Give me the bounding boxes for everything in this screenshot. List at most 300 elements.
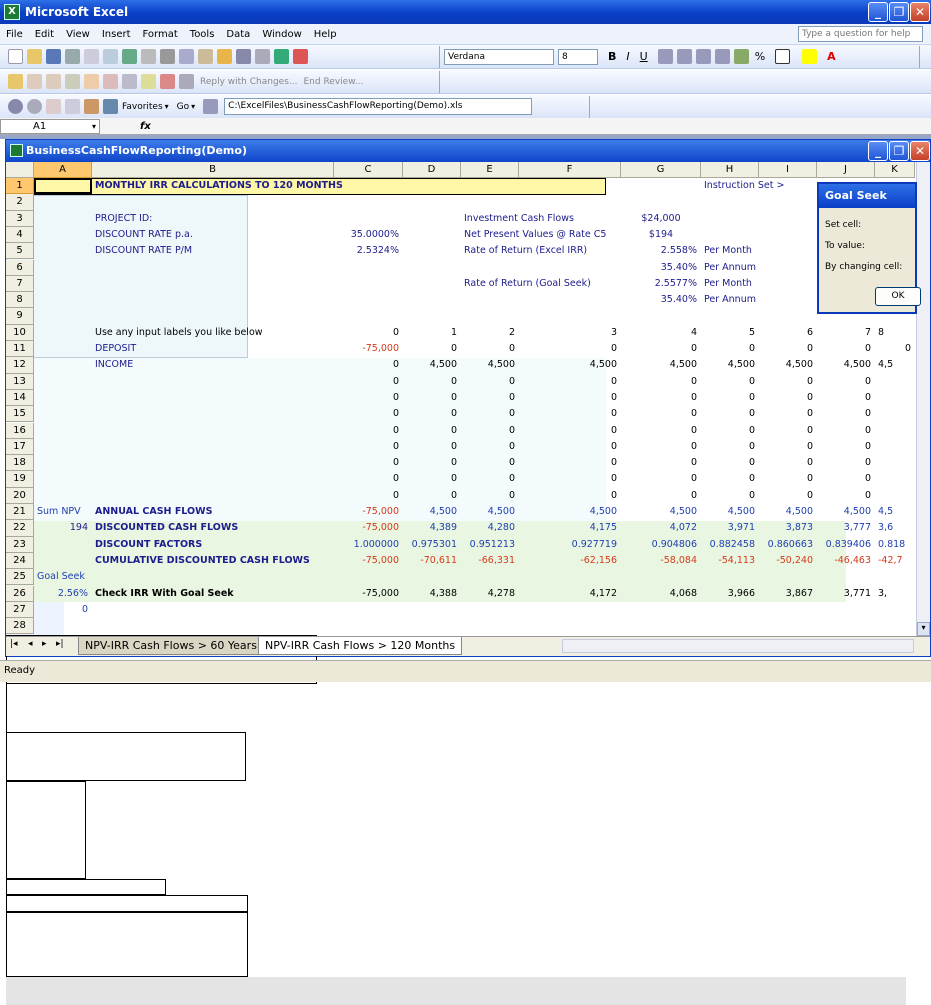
input-zero-value: 0 xyxy=(392,375,399,387)
workbook-icon xyxy=(10,144,23,157)
input-zero-value: 0 xyxy=(690,440,697,452)
print-preview-icon[interactable] xyxy=(103,49,118,64)
row-header-5[interactable]: 5 xyxy=(6,243,34,259)
cut-icon[interactable] xyxy=(160,49,175,64)
input-zero-value: 0 xyxy=(508,489,515,501)
tab-next-icon[interactable]: ▸ xyxy=(42,639,47,649)
delete-comment-icon[interactable] xyxy=(103,74,118,89)
disc-value: 3,873 xyxy=(785,522,813,534)
per-month-label-2: Per Month xyxy=(704,277,752,289)
check-value: 4,278 xyxy=(487,587,515,599)
permission-icon[interactable] xyxy=(65,49,80,64)
align-center-icon[interactable] xyxy=(677,49,692,64)
name-box-dropdown-icon[interactable]: ▾ xyxy=(91,121,96,131)
merge-center-icon[interactable] xyxy=(715,49,730,64)
chart-wizard-icon[interactable] xyxy=(293,49,308,64)
align-right-icon[interactable] xyxy=(696,49,711,64)
input-zero-value: 0 xyxy=(508,424,515,436)
annual-value: 4,500 xyxy=(589,506,617,517)
investment-label: Investment Cash Flows xyxy=(464,212,574,224)
tab-prev-icon[interactable]: ◂ xyxy=(28,639,33,649)
input-zero-value: 0 xyxy=(864,473,871,485)
row-header-22[interactable]: 22 xyxy=(6,520,34,536)
annual-value: 4,500 xyxy=(429,506,457,517)
investment-value: $24,000 xyxy=(641,212,681,224)
input-zero-value: 0 xyxy=(864,408,871,420)
reply-with-changes-button[interactable]: Reply with Changes... xyxy=(200,76,298,87)
input-zero-value: 0 xyxy=(690,424,697,436)
select-all-corner[interactable] xyxy=(6,162,34,178)
input-zero-value: 0 xyxy=(392,391,399,403)
print-icon[interactable] xyxy=(84,49,99,64)
mail-recipient-icon[interactable] xyxy=(179,74,194,89)
refresh-icon[interactable] xyxy=(65,99,80,114)
row-header-23[interactable]: 23 xyxy=(6,537,34,553)
menu-window[interactable]: Window xyxy=(262,28,302,40)
home-icon[interactable] xyxy=(84,99,99,114)
input-zero-value: 0 xyxy=(450,489,457,501)
app-title: Microsoft Excel xyxy=(25,5,129,19)
font-color-icon[interactable]: A xyxy=(827,50,836,63)
investment-box xyxy=(6,732,246,781)
track-changes-icon[interactable] xyxy=(122,74,137,89)
row-header-8[interactable]: 8 xyxy=(6,292,34,308)
period-header: 6 xyxy=(806,326,813,338)
font-size-select[interactable]: 8 xyxy=(558,49,598,65)
row-header-2[interactable]: 2 xyxy=(6,194,34,210)
period-header: 4 xyxy=(690,326,697,338)
income-label: INCOME xyxy=(95,359,134,371)
discount-rate-pa-value: 35.0000% xyxy=(350,228,399,240)
period-header: 7 xyxy=(864,326,871,338)
row-header-16[interactable]: 16 xyxy=(6,423,34,439)
annual-value: 4,5 xyxy=(878,506,894,517)
disc-value: 4,072 xyxy=(669,522,697,534)
bold-icon[interactable]: B xyxy=(608,50,617,63)
tab-120-months[interactable]: NPV-IRR Cash Flows > 120 Months xyxy=(258,637,462,655)
row-header-6[interactable]: 6 xyxy=(6,260,34,276)
input-zero-value: 0 xyxy=(610,424,617,436)
row-header-28[interactable]: 28 xyxy=(6,618,34,634)
italic-icon[interactable]: I xyxy=(626,50,630,63)
disc-label: DISCOUNTED CASH FLOWS xyxy=(95,522,239,534)
goal-seek-dialog xyxy=(817,182,917,314)
spreadsheet-grid[interactable] xyxy=(6,162,911,1005)
annual-value: -75,000 xyxy=(362,506,399,517)
income-value: 4,500 xyxy=(589,359,617,371)
disc-value: 3,6 xyxy=(878,522,894,534)
input-zero-value: 0 xyxy=(690,473,697,485)
disc-value: 4,389 xyxy=(429,522,457,534)
annual-value: 4,500 xyxy=(669,506,697,517)
column-header-e[interactable]: E xyxy=(461,162,519,178)
save-icon[interactable] xyxy=(46,49,61,64)
menu-edit[interactable]: Edit xyxy=(34,28,55,40)
row-header-18[interactable]: 18 xyxy=(6,455,34,471)
input-zero-value: 0 xyxy=(806,440,813,452)
menu-data[interactable]: Data xyxy=(226,28,251,40)
input-zero-value: 0 xyxy=(748,375,755,387)
deposit-value: 0 xyxy=(864,343,871,354)
fill-color-icon[interactable] xyxy=(802,49,817,64)
workbook-restore-button[interactable]: ❐ xyxy=(889,141,909,161)
npv-value: $194 xyxy=(648,228,674,240)
annual-value: 4,500 xyxy=(727,506,755,517)
show-only-web-toolbar-icon[interactable] xyxy=(203,99,218,114)
input-zero-value: 0 xyxy=(508,408,515,420)
row-header-25[interactable]: 25 xyxy=(6,569,34,585)
input-zero-value: 0 xyxy=(806,489,813,501)
input-zero-value: 0 xyxy=(450,473,457,485)
input-zero-value: 0 xyxy=(690,375,697,387)
check-value: 4,172 xyxy=(589,587,617,599)
sum-npv-label: Sum NPV xyxy=(37,506,81,517)
status-bar: Ready xyxy=(0,660,931,682)
tab-last-icon[interactable]: ▸| xyxy=(56,639,64,649)
input-zero-value: 0 xyxy=(450,440,457,452)
align-left-icon[interactable] xyxy=(658,49,673,64)
factors-value: 1.000000 xyxy=(353,538,399,550)
paste-icon[interactable] xyxy=(198,49,213,64)
input-zero-value: 0 xyxy=(864,424,871,436)
input-zero-value: 0 xyxy=(508,391,515,403)
cum-value: -62,156 xyxy=(580,554,617,566)
horizontal-scrollbar[interactable] xyxy=(562,639,914,653)
new-comment-icon[interactable] xyxy=(8,74,23,89)
income-value: 4,500 xyxy=(727,359,755,371)
reject-icon[interactable] xyxy=(141,74,156,89)
input-zero-value: 0 xyxy=(806,391,813,403)
go-button[interactable]: Go xyxy=(176,101,190,112)
cum-value: -58,084 xyxy=(660,554,697,566)
input-zero-value: 0 xyxy=(610,375,617,387)
row-header-15[interactable]: 15 xyxy=(6,406,34,422)
goal-seek-annum-value: 35.40% xyxy=(660,294,697,306)
formula-bar xyxy=(0,118,931,135)
annual-value: 4,500 xyxy=(487,506,515,517)
input-zero-value: 0 xyxy=(610,457,617,469)
scroll-down-icon[interactable]: ▾ xyxy=(917,622,930,636)
annual-label: ANNUAL CASH FLOWS xyxy=(95,506,213,517)
favorites-button[interactable]: Favorites xyxy=(122,101,163,112)
goal-seek-label: Goal Seek xyxy=(37,571,85,583)
column-header-h[interactable]: H xyxy=(701,162,759,178)
name-box-value: A1 xyxy=(33,120,47,132)
row-header-4[interactable]: 4 xyxy=(6,227,34,243)
show-all-comments-icon[interactable] xyxy=(84,74,99,89)
cum-value: -50,240 xyxy=(776,554,813,566)
row-header-10[interactable]: 10 xyxy=(6,325,34,341)
copy-icon[interactable] xyxy=(179,49,194,64)
row-header-3[interactable]: 3 xyxy=(6,211,34,227)
period-header: 3 xyxy=(610,326,617,338)
irr-label: Rate of Return (Excel IRR) xyxy=(464,245,588,257)
spelling-icon[interactable] xyxy=(122,49,137,64)
input-zero-value: 0 xyxy=(450,391,457,403)
workbook-title: BusinessCashFlowReporting(Demo) xyxy=(26,144,247,157)
tab-first-icon[interactable]: |◂ xyxy=(10,639,18,649)
row-header-1[interactable]: 1 xyxy=(6,178,34,194)
cum-value: -70,611 xyxy=(420,554,457,566)
input-zero-value: 0 xyxy=(392,424,399,436)
web-toolbar xyxy=(0,95,931,119)
input-zero-value: 0 xyxy=(508,457,515,469)
period-header: 1 xyxy=(450,326,457,338)
workbook-title-bar xyxy=(6,140,930,162)
row-header-19[interactable]: 19 xyxy=(6,471,34,487)
annual-value: 4,500 xyxy=(843,506,871,517)
row-header-27[interactable]: 27 xyxy=(6,602,34,618)
row-header-20[interactable]: 20 xyxy=(6,488,34,504)
sheet-heading: MONTHLY IRR CALCULATIONS TO 120 MONTHS xyxy=(95,180,343,191)
hyperlink-icon[interactable] xyxy=(274,49,289,64)
check-value: 3,771 xyxy=(843,587,871,599)
cum-label: CUMULATIVE DISCOUNTED CASH FLOWS xyxy=(95,554,310,566)
go-dropdown-icon[interactable]: ▾ xyxy=(191,102,196,111)
new-icon[interactable] xyxy=(8,49,23,64)
input-zero-value: 0 xyxy=(806,473,813,485)
selected-cell-a1[interactable] xyxy=(34,178,92,194)
totals-border xyxy=(6,912,248,977)
row-header-12[interactable]: 12 xyxy=(6,357,34,373)
input-zero-value: 0 xyxy=(392,473,399,485)
input-zero-value: 0 xyxy=(748,440,755,452)
input-zero-value: 0 xyxy=(748,457,755,469)
project-id-label: PROJECT ID: xyxy=(95,212,153,224)
cum-value: -42,7 xyxy=(878,554,903,566)
close-button[interactable]: ✕ xyxy=(910,2,930,22)
menu-help[interactable]: Help xyxy=(313,28,337,40)
per-annum-label-1: Per Annum xyxy=(704,261,756,273)
undo-icon[interactable] xyxy=(236,49,251,64)
row-header-24[interactable]: 24 xyxy=(6,553,34,569)
row-header-26[interactable]: 26 xyxy=(6,586,34,602)
open-icon[interactable] xyxy=(27,49,42,64)
reviewing-toolbar xyxy=(0,70,931,94)
discount-rate-pa-label: DISCOUNT RATE p.a. xyxy=(95,228,193,240)
input-zero-value: 0 xyxy=(806,375,813,387)
column-header-j[interactable]: J xyxy=(817,162,875,178)
input-zero-value: 0 xyxy=(610,391,617,403)
format-painter-icon[interactable] xyxy=(217,49,232,64)
input-zero-value: 0 xyxy=(690,457,697,469)
input-zero-value: 0 xyxy=(806,424,813,436)
factors-value: 0.860663 xyxy=(767,538,813,550)
input-zero-value: 0 xyxy=(610,473,617,485)
row-header-11[interactable]: 11 xyxy=(6,341,34,357)
vertical-scrollbar[interactable] xyxy=(916,162,930,636)
input-zero-value: 0 xyxy=(450,424,457,436)
research-icon[interactable] xyxy=(141,49,156,64)
cum-value: -46,463 xyxy=(834,554,871,566)
percent-icon[interactable]: % xyxy=(754,50,766,63)
function-icon[interactable]: fx xyxy=(140,120,151,132)
menu-tools[interactable]: Tools xyxy=(189,28,215,40)
input-zero-value: 0 xyxy=(450,457,457,469)
column-header-f[interactable]: F xyxy=(519,162,621,178)
workbook-close-button[interactable]: ✕ xyxy=(910,141,930,161)
factors-value: 0.904806 xyxy=(651,538,697,550)
review-icon[interactable] xyxy=(160,74,175,89)
next-comment-icon[interactable] xyxy=(46,74,61,89)
column-header-a[interactable]: A xyxy=(34,162,92,178)
irr-annum-value: 35.40% xyxy=(660,261,697,273)
input-zero-value: 0 xyxy=(748,391,755,403)
menu-format[interactable]: Format xyxy=(142,28,178,40)
ok-button[interactable]: OK xyxy=(875,287,921,306)
factors-value: 0.951213 xyxy=(469,538,515,550)
discount-rate-pm-value: 2.5324% xyxy=(356,245,399,257)
goal-seek-month-value: 2.5577% xyxy=(654,277,697,289)
input-zero-value: 0 xyxy=(508,375,515,387)
goal-seek-rate-label: Rate of Return (Goal Seek) xyxy=(464,277,591,289)
borders-icon[interactable] xyxy=(775,49,790,64)
forward-icon[interactable] xyxy=(27,99,42,114)
check-value: 4,388 xyxy=(429,587,457,599)
menu-file[interactable]: File xyxy=(6,28,23,40)
input-zero-value: 0 xyxy=(508,473,515,485)
underline-icon[interactable]: U xyxy=(639,50,648,63)
menu-view[interactable]: View xyxy=(66,28,90,40)
sheet-tab-bar xyxy=(6,636,930,656)
per-month-label-1: Per Month xyxy=(704,245,752,257)
input-zero-value: 0 xyxy=(450,408,457,420)
input-zero-value: 0 xyxy=(610,489,617,501)
check-irr-label: Check IRR With Goal Seek xyxy=(95,587,234,599)
column-header-d[interactable]: D xyxy=(403,162,461,178)
input-labels-header: Use any input labels you like below xyxy=(95,326,263,338)
disc-value: -75,000 xyxy=(362,522,399,534)
check-value: 3,867 xyxy=(785,587,813,599)
income-value: 0 xyxy=(392,359,399,371)
instruction-link[interactable]: Instruction Set > xyxy=(704,180,785,191)
period-header: 0 xyxy=(392,326,399,338)
check-value: -75,000 xyxy=(362,587,399,599)
input-zero-value: 0 xyxy=(610,440,617,452)
redo-icon[interactable] xyxy=(255,49,270,64)
workbook-window xyxy=(5,139,931,657)
per-annum-label-2: Per Annum xyxy=(704,294,756,306)
show-comment-icon[interactable] xyxy=(65,74,80,89)
income-value: 4,500 xyxy=(669,359,697,371)
deposit-value: 0 xyxy=(806,343,813,354)
row-header-13[interactable]: 13 xyxy=(6,374,34,390)
cum-value: -54,113 xyxy=(718,554,755,566)
npv-label: Net Present Values @ Rate C5 xyxy=(464,228,607,240)
deposit-value: -75,000 xyxy=(362,343,399,354)
row-header-14[interactable]: 14 xyxy=(6,390,34,406)
disc-value: 3,971 xyxy=(727,522,755,534)
check-value: 4,068 xyxy=(669,587,697,599)
help-search-input[interactable]: Type a question for help xyxy=(798,26,923,42)
cum-value: -66,331 xyxy=(478,554,515,566)
deposit-value: 0 xyxy=(690,343,697,354)
back-icon[interactable] xyxy=(8,99,23,114)
previous-comment-icon[interactable] xyxy=(27,74,42,89)
input-zero-value: 0 xyxy=(864,391,871,403)
check-value: 3, xyxy=(878,587,888,599)
to-value-label: To value: xyxy=(825,241,865,251)
workbook-minimize-button[interactable]: _ xyxy=(868,141,888,161)
income-value: 4,5 xyxy=(878,359,894,371)
factors-value: 0.882458 xyxy=(709,538,755,550)
restore-button[interactable]: ❐ xyxy=(889,2,909,22)
period-header: 8 xyxy=(878,326,885,338)
column-header-k[interactable]: K xyxy=(875,162,915,178)
deposit-value: 0 xyxy=(450,343,457,354)
input-zero-value: 0 xyxy=(690,391,697,403)
column-header-b[interactable]: B xyxy=(92,162,334,178)
input-zero-value: 0 xyxy=(610,408,617,420)
currency-icon[interactable] xyxy=(734,49,749,64)
name-box[interactable] xyxy=(0,119,100,134)
deposit-label: DEPOSIT xyxy=(95,343,137,354)
input-zero-value: 0 xyxy=(450,375,457,387)
income-value: 4,500 xyxy=(785,359,813,371)
input-zero-value: 0 xyxy=(748,408,755,420)
goalseek-box xyxy=(6,879,166,895)
address-input[interactable]: C:\ExcelFiles\BusinessCashFlowReporting(Demo).xls xyxy=(224,98,532,115)
income-value: 4,500 xyxy=(487,359,515,371)
goal-seek-zero-cell: 0 xyxy=(81,603,88,615)
input-zero-value: 0 xyxy=(392,489,399,501)
income-value: 4,500 xyxy=(843,359,871,371)
column-header-i[interactable]: I xyxy=(759,162,817,178)
standard-toolbar xyxy=(0,45,931,69)
factors-label: DISCOUNT FACTORS xyxy=(95,538,203,550)
input-zero-value: 0 xyxy=(508,440,515,452)
period-header: 5 xyxy=(748,326,755,338)
input-zero-value: 0 xyxy=(392,457,399,469)
search-web-icon[interactable] xyxy=(103,99,118,114)
input-zero-value: 0 xyxy=(864,489,871,501)
deposit-value: 0 xyxy=(610,343,617,354)
sum-npv-value: 194 xyxy=(69,522,88,534)
app-title-bar xyxy=(0,0,931,24)
input-zero-value: 0 xyxy=(806,457,813,469)
factors-value: 0.927719 xyxy=(571,538,617,550)
row-header-9[interactable]: 9 xyxy=(6,308,34,324)
input-zero-value: 0 xyxy=(864,457,871,469)
row-header-21[interactable]: 21 xyxy=(6,504,34,520)
menu-insert[interactable]: Insert xyxy=(101,28,131,40)
column-header-g[interactable]: G xyxy=(621,162,701,178)
end-review-button[interactable]: End Review... xyxy=(303,76,364,87)
deposit-value: 0 xyxy=(904,343,911,354)
input-zero-value: 0 xyxy=(748,489,755,501)
input-zero-value: 0 xyxy=(806,408,813,420)
disc-value: 4,175 xyxy=(589,522,617,534)
c-box xyxy=(6,684,75,733)
factors-value: 0.818 xyxy=(878,538,906,550)
stop-icon[interactable] xyxy=(46,99,61,114)
menu-bar xyxy=(0,24,931,45)
input-zero-value: 0 xyxy=(748,424,755,436)
row-header-17[interactable]: 17 xyxy=(6,439,34,455)
favorites-dropdown-icon[interactable]: ▾ xyxy=(164,102,169,111)
period-header: 2 xyxy=(508,326,515,338)
annual-value: 4,500 xyxy=(785,506,813,517)
discount-rate-pm-label: DISCOUNT RATE P/M xyxy=(95,245,193,257)
row-header-7[interactable]: 7 xyxy=(6,276,34,292)
input-zero-value: 0 xyxy=(864,440,871,452)
goal-seek-title: Goal Seek xyxy=(819,184,915,208)
column-header-c[interactable]: C xyxy=(334,162,403,178)
minimize-button[interactable]: _ xyxy=(868,2,888,22)
irr-month-value: 2.558% xyxy=(660,245,697,257)
tab-60-years[interactable]: NPV-IRR Cash Flows > 60 Years xyxy=(78,637,264,655)
font-name-select[interactable]: Verdana xyxy=(444,49,554,65)
